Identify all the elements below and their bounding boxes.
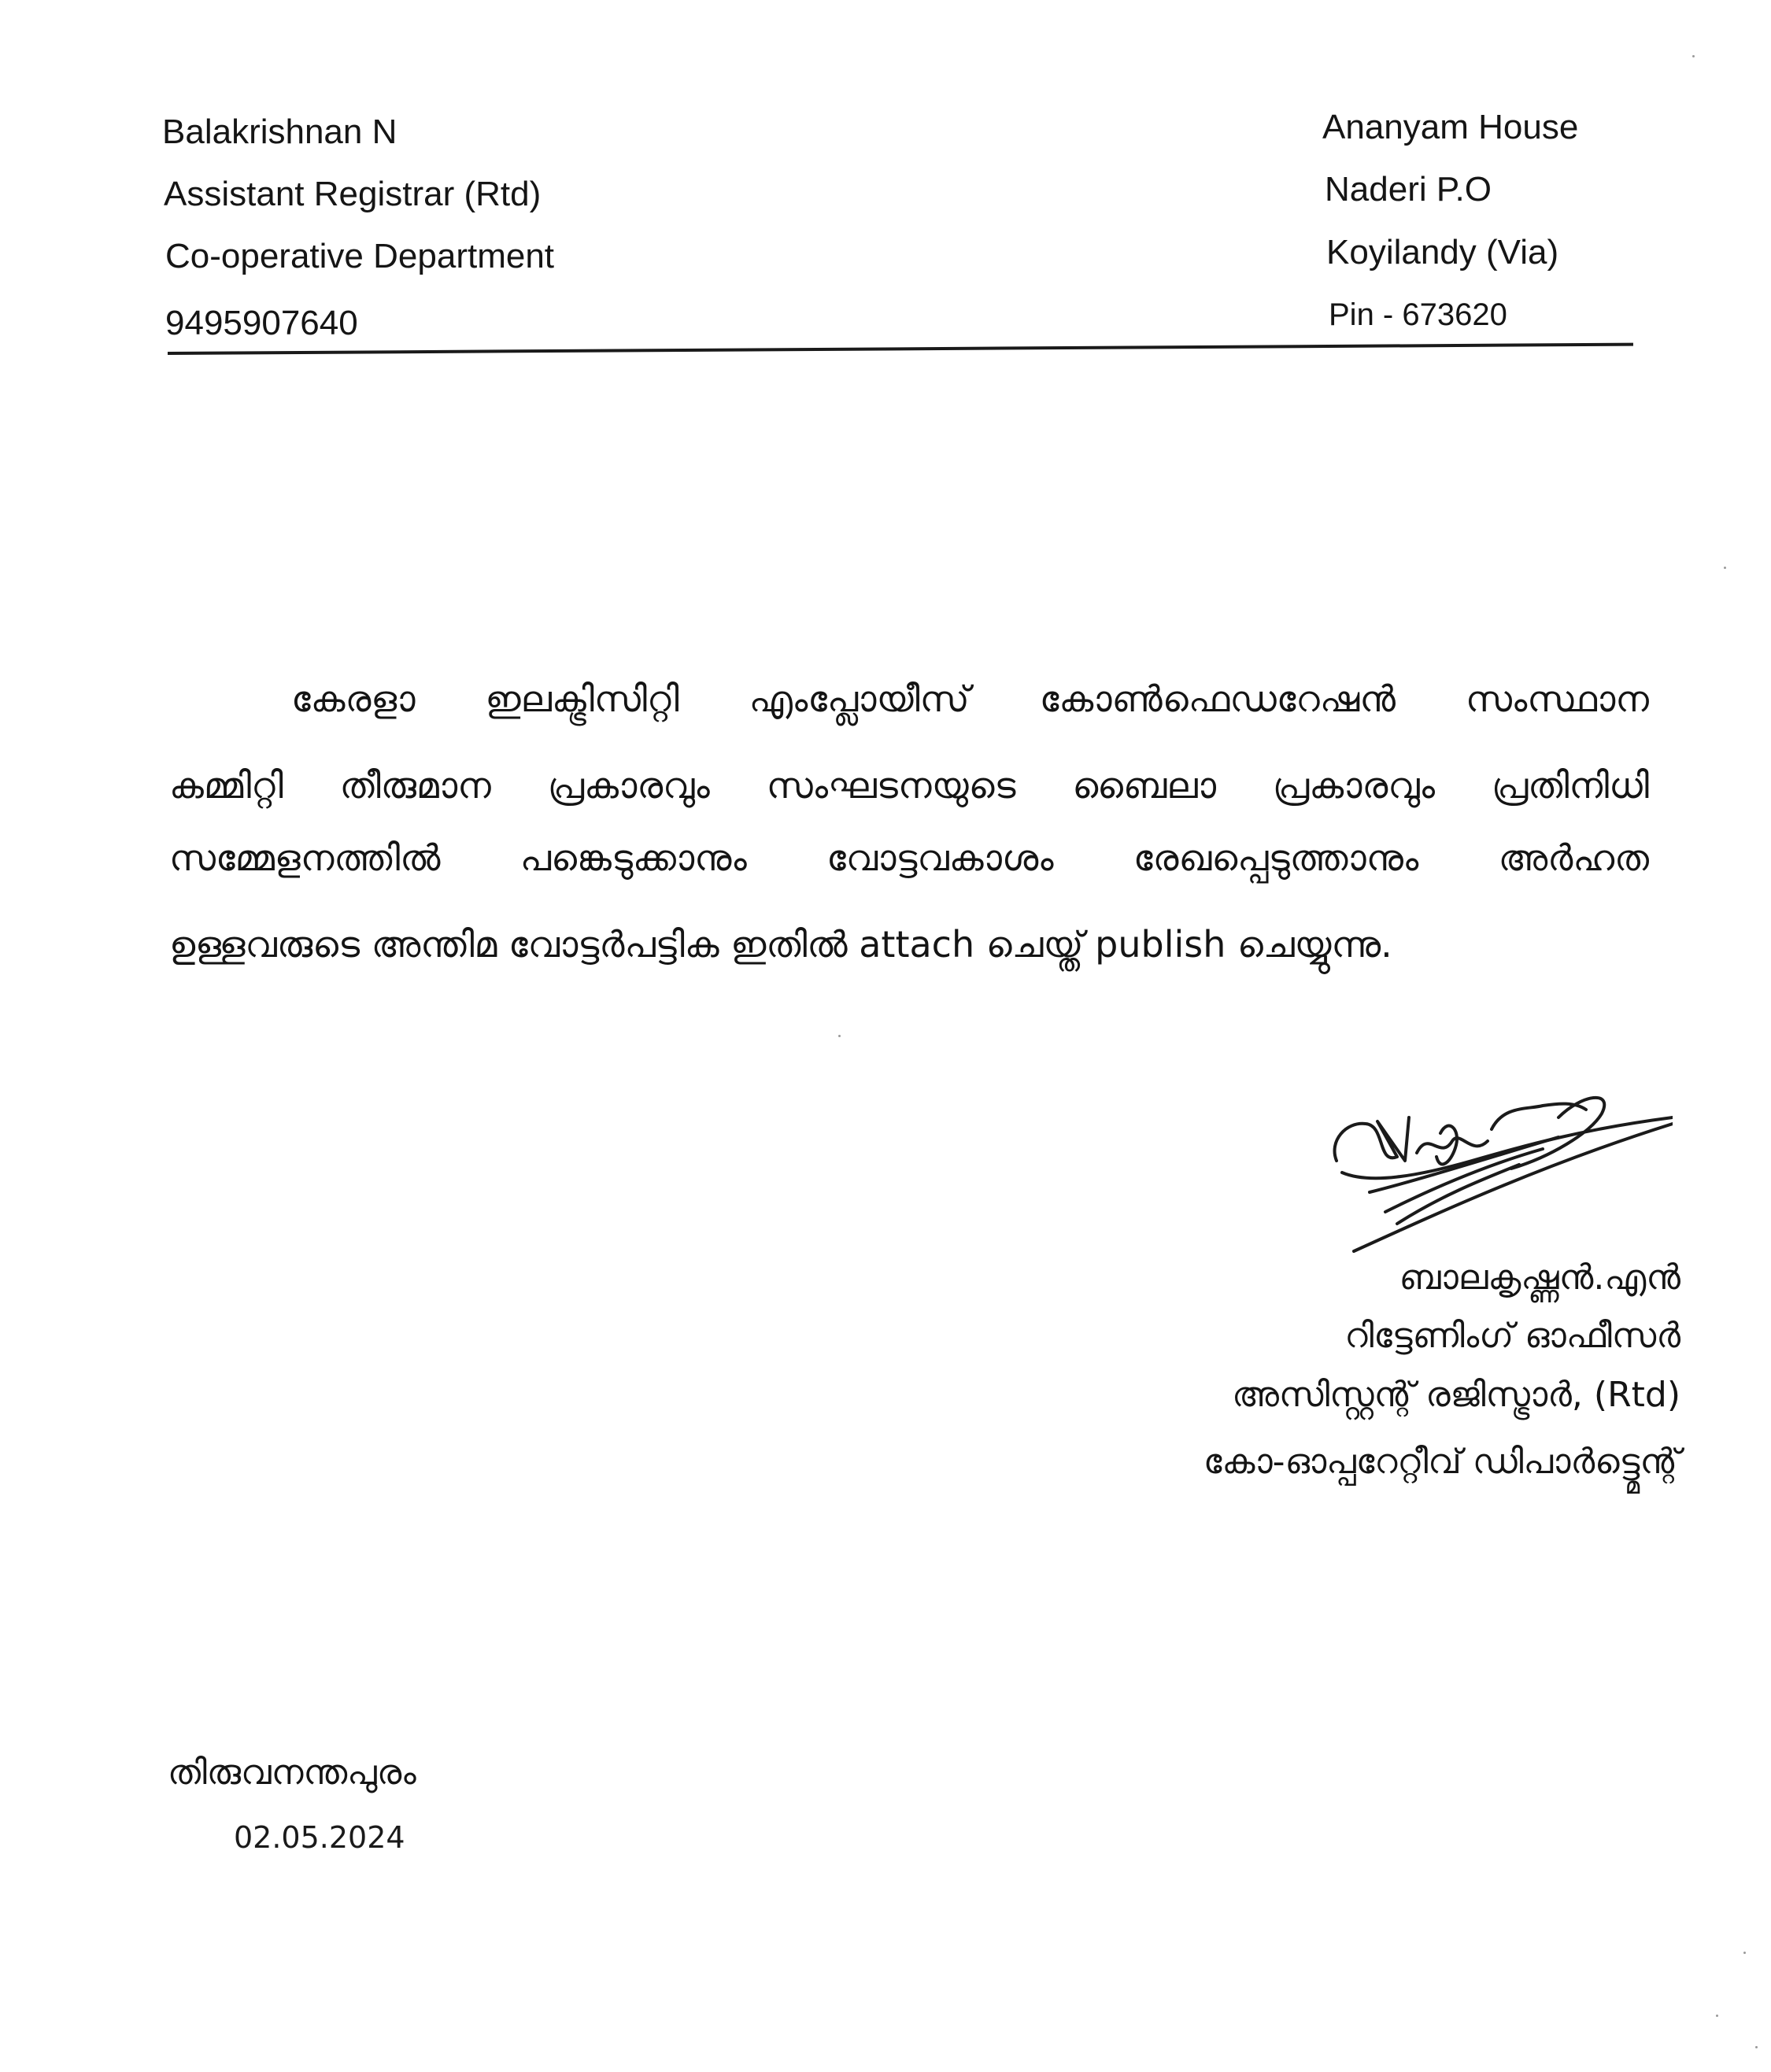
signature-icon xyxy=(1322,1086,1673,1259)
signatory-role: റിട്ടേണിംഗ് ഓഫീസർ xyxy=(1344,1316,1680,1356)
date-text: 02.05.2024 xyxy=(234,1820,405,1855)
body-line-2: കമ്മിറ്റി തീരുമാന പ്രകാരവും സംഘടനയുടെ ബൈലാ പ്രകാരവും പ്രതിനിധി xyxy=(169,764,1649,807)
address-line-3: Koyilandy (Via) xyxy=(1326,233,1559,271)
scan-speck xyxy=(1743,1952,1746,1954)
sender-phone: 9495907640 xyxy=(165,304,358,342)
signatory-department: കോ-ഓപ്പറേറ്റീവ് ഡിപാർട്ട്മെന്റ് xyxy=(1203,1442,1680,1482)
sender-department: Co-operative Department xyxy=(165,237,555,275)
sender-name: Balakrishnan N xyxy=(162,113,397,151)
signatory-designation: അസിസ്റ്റന്റ് രജിസ്ട്രാർ, (Rtd) xyxy=(1232,1375,1680,1415)
scan-speck xyxy=(838,1035,841,1037)
body-line-1: കേരളാ ഇലക്ട്രിസിറ്റി എംപ്ലോയീസ് കോൺഫെഡറേഷൻ സംസ്ഥാന xyxy=(291,678,1649,720)
scan-speck xyxy=(1724,567,1726,569)
scan-speck xyxy=(1692,55,1695,57)
body-line-4: ഉള്ളവരുടെ അന്തിമ വോട്ടർപട്ടിക ഇതിൽ attach ചെയ്ത് publish ചെയ്യുന്നു. xyxy=(169,923,1392,966)
header-rule xyxy=(168,343,1633,355)
place-text: തിരുവനന്തപുരം xyxy=(168,1753,416,1793)
scan-speck xyxy=(1755,2046,1758,2048)
sender-designation: Assistant Registrar (Rtd) xyxy=(164,175,542,213)
address-pin: Pin - 673620 xyxy=(1329,297,1507,332)
body-line-3: സമ്മേളനത്തിൽ പങ്കെടുക്കാനും വോട്ടവകാശം രേഖപ്പെടുത്താനും അർഹത xyxy=(169,837,1649,879)
address-line-2: Naderi P.O xyxy=(1325,170,1492,209)
address-line-1: Ananyam House xyxy=(1322,108,1579,146)
scan-speck xyxy=(1716,2015,1718,2017)
signatory-name: ബാലകൃഷ്ണൻ.എൻ xyxy=(1399,1258,1680,1298)
